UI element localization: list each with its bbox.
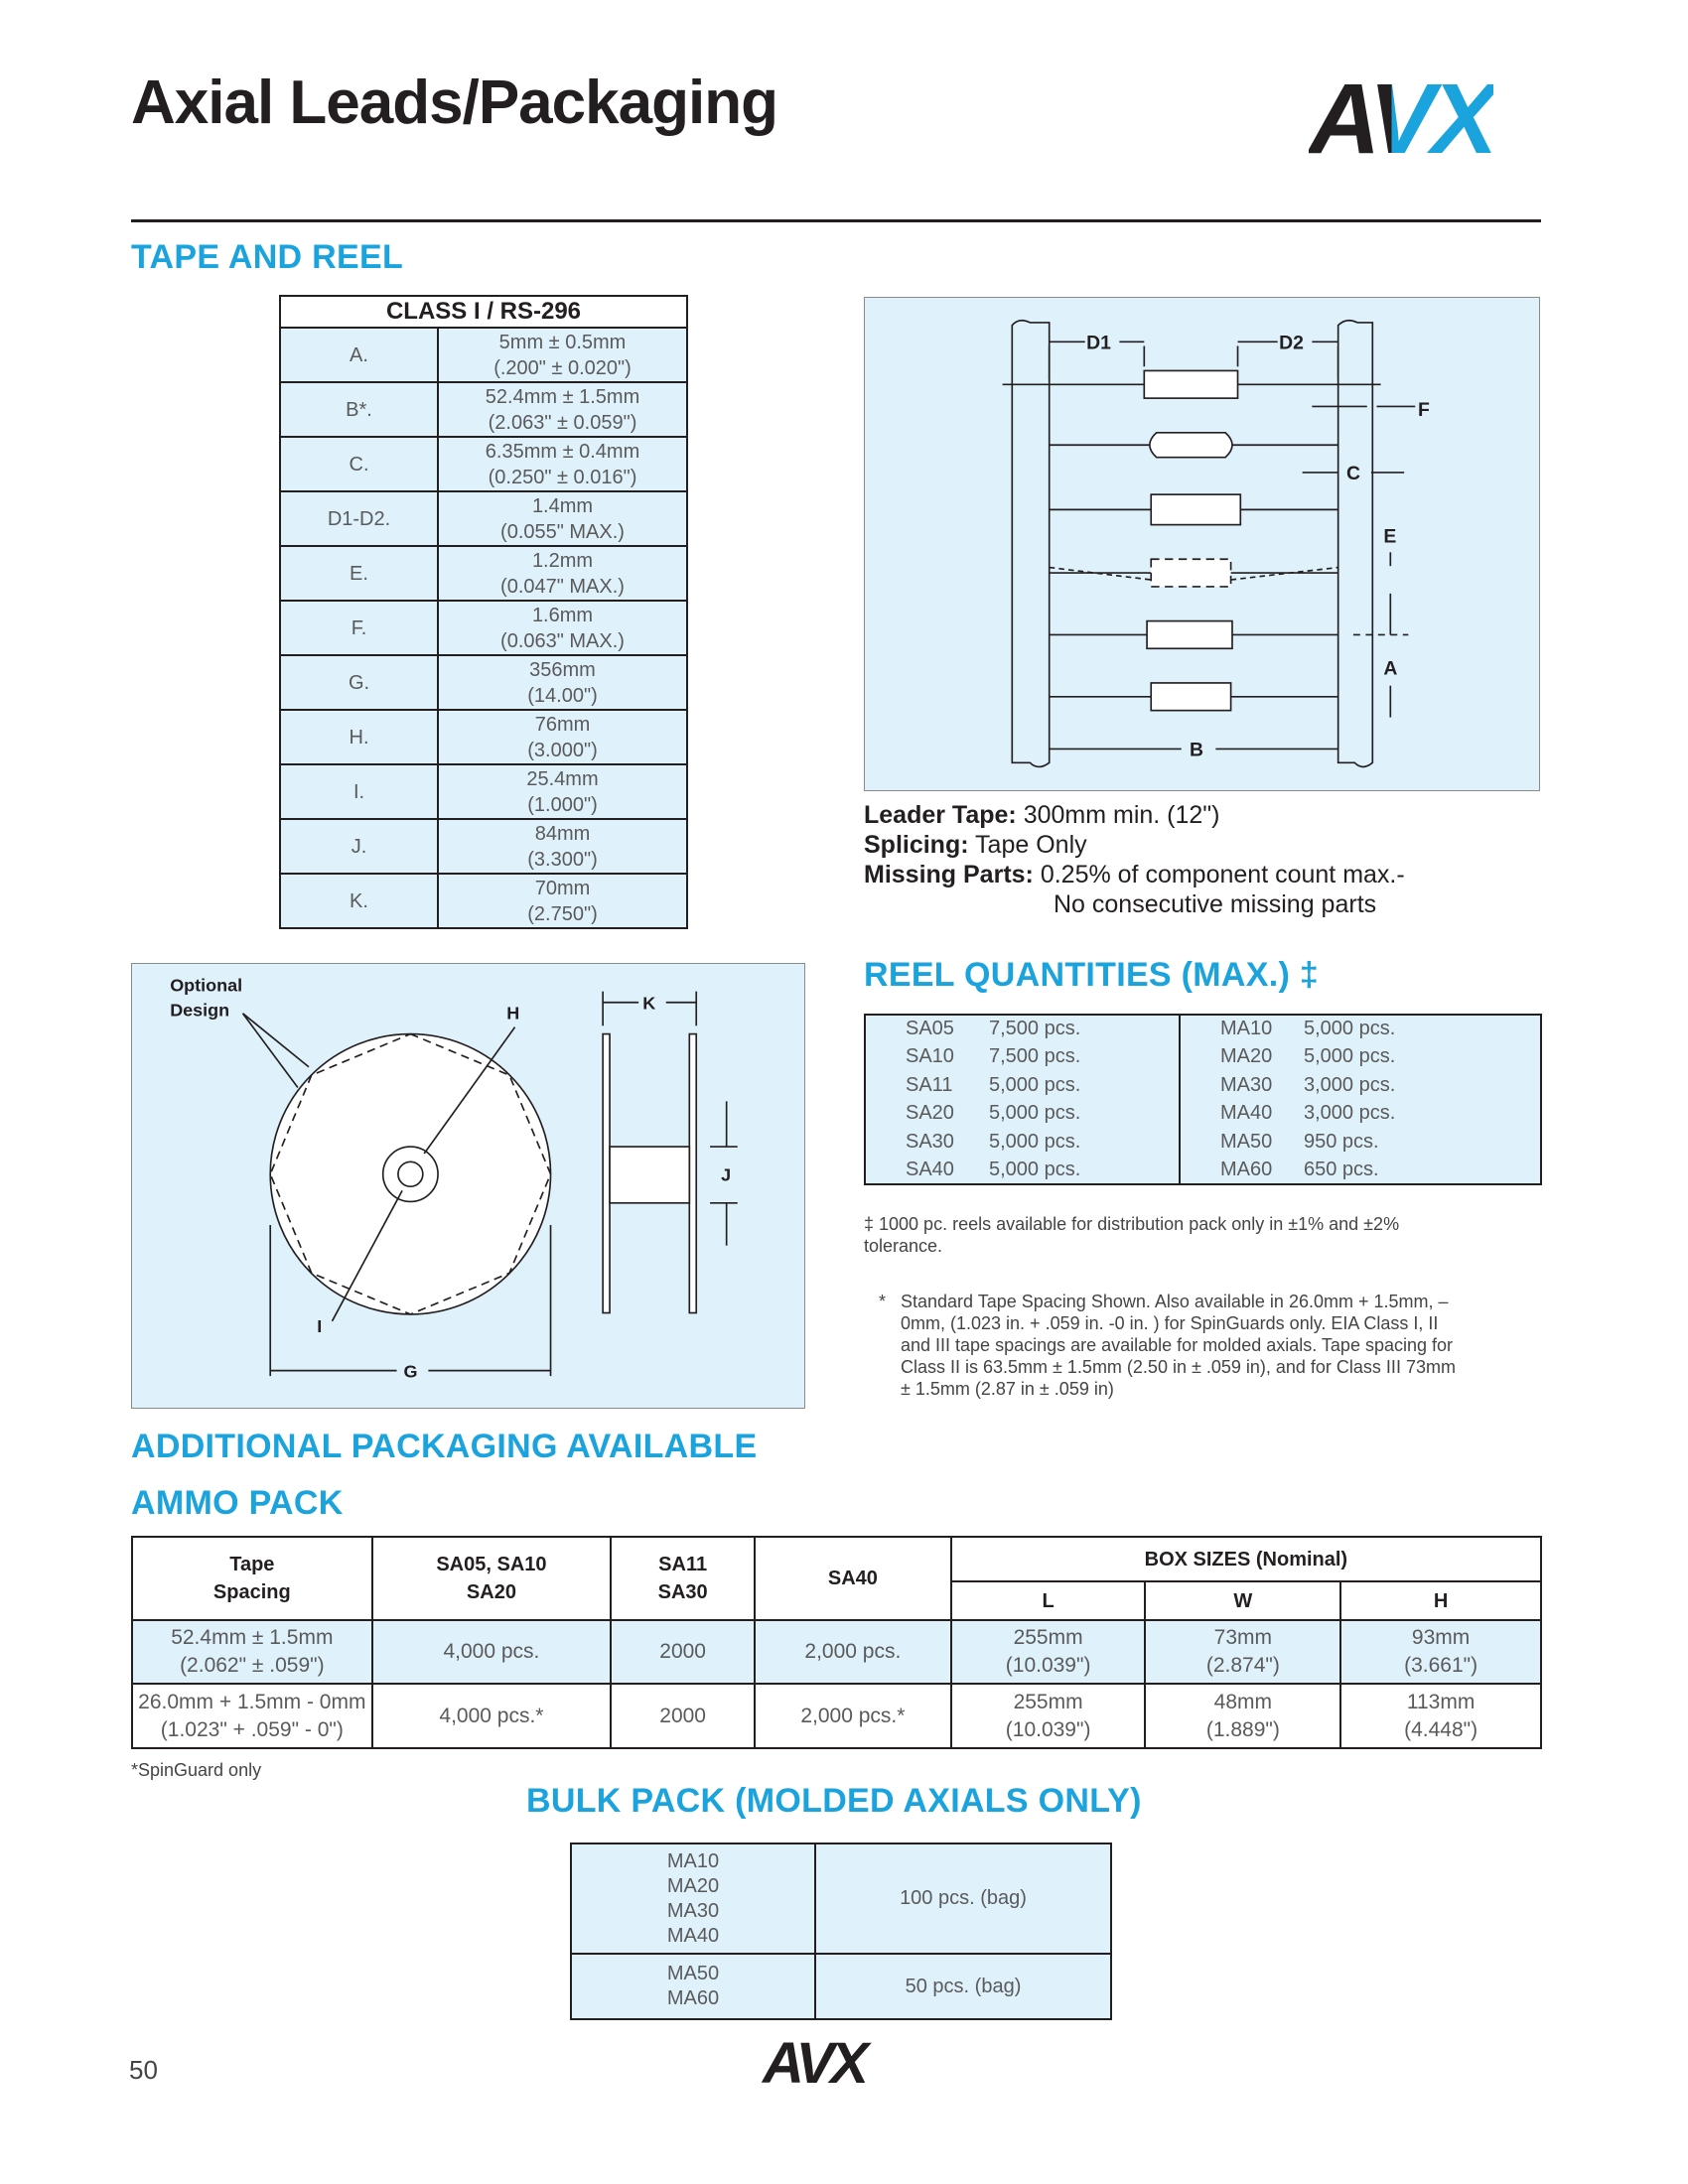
reel-qty-row [865,1043,1541,1072]
part-number: MA60 [1180,1157,1304,1185]
label-f: F [1418,399,1430,422]
part-number: SA20 [906,1102,954,1125]
value-imperial: (1.000") [527,793,598,816]
page-number: 50 [129,2055,158,2085]
page-title: Axial Leads/Packaging [131,68,777,137]
label-c: C [1345,462,1360,484]
box-l-cell [951,1620,1146,1684]
value-metric: 70mm [534,877,591,899]
class-table-row [280,437,687,491]
label-a: A [1383,657,1398,680]
part-number: MA10 [666,1849,720,1872]
tape-note-label: Splicing: [864,831,969,859]
box-l-cell-line: (10.039") [1005,1654,1091,1677]
tape-note-label: Missing Parts: [864,861,1034,888]
tape-note-value: 0.25% of component count max.- [1033,861,1405,888]
dimension-value [438,491,687,546]
dimension-key: B*. [280,382,438,437]
label-b: B [1190,739,1204,761]
part-number: MA20 [1180,1043,1304,1072]
value-metric: 1.6mm [531,604,594,626]
dimension-value [438,764,687,819]
dimension-key: C. [280,437,438,491]
box-l-cell-line: (10.039") [1005,1717,1091,1741]
quantity: 5,000 pcs. [989,1073,1081,1096]
reel-quantities-table [864,1014,1542,1185]
dimension-value [438,382,687,437]
quantity: 5,000 pcs. [989,1130,1081,1153]
reel-qty-row [865,1100,1541,1129]
box-l-cell-line: 255mm [1013,1690,1083,1713]
part-number: MA20 [666,1874,720,1897]
dimension-value [438,601,687,655]
bulk-qty: 100 pcs. (bag) [815,1843,1111,1954]
box-h-cell-line: 93mm [1411,1626,1471,1649]
header-text: Spacing [212,1581,291,1603]
part-number: SA11 [906,1073,953,1096]
value-imperial: (2.063" ± 0.059") [488,411,637,434]
class-table-title: CLASS I / RS-296 [280,296,687,328]
box-h-cell [1340,1620,1541,1684]
class-table-row [280,601,687,655]
part-number: SA30 [906,1130,954,1153]
dimension-value [438,437,687,491]
dimension-key: I. [280,764,438,819]
value-imperial: (14.00") [527,684,598,707]
dimension-key: E. [280,546,438,601]
part-number: MA60 [666,1987,720,2009]
part-number: SA10 [906,1045,954,1068]
quantity: 950 pcs. [1304,1130,1379,1153]
header-text: SA11 [658,1554,708,1575]
bulk-pack-heading: BULK PACK (MOLDED AXIALS ONLY) [526,1782,1142,1820]
dimension-key: H. [280,710,438,764]
header-rule [131,219,1541,222]
dimension-value [438,546,687,601]
label-design: Design [170,1000,230,1021]
tape-note-cont: No consecutive missing parts [1054,890,1377,918]
box-w-cell-line: 48mm [1213,1690,1273,1713]
bulk-row [571,1954,1111,2019]
part-number: MA30 [1180,1071,1304,1100]
box-w-cell [1145,1620,1340,1684]
part-number: MA10 [1180,1015,1304,1043]
box-h-cell-line: (4.448") [1404,1717,1478,1741]
tape-notes [864,800,1405,919]
box-w-cell-line: 73mm [1213,1626,1273,1649]
part-number: MA30 [666,1899,720,1922]
dimension-key: G. [280,655,438,710]
header-text: SA05, SA10 [436,1554,547,1575]
box-w-cell-line: (2.874") [1205,1654,1280,1677]
dimension-key: D1-D2. [280,491,438,546]
value-metric: 1.2mm [531,549,594,572]
value-imperial: (3.000") [527,739,598,761]
dimension-key: A. [280,328,438,382]
label-e: E [1383,525,1397,548]
quantity: 7,500 pcs. [989,1045,1081,1068]
reel-qty-row [865,1015,1541,1043]
box-h-cell [1340,1684,1541,1748]
dimension-key: F. [280,601,438,655]
value-imperial: (2.750") [527,902,598,925]
label-d2: D2 [1279,332,1304,354]
part-number: MA50 [1180,1128,1304,1157]
header-box-sizes: BOX SIZES (Nominal) [951,1537,1541,1581]
header-text: SA30 [657,1581,708,1603]
reel-qty-row [865,1157,1541,1185]
additional-packaging-heading: ADDITIONAL PACKAGING AVAILABLE [131,1428,758,1465]
class-table-row [280,382,687,437]
label-i: I [317,1315,323,1336]
reel-footnote: ‡ 1000 pc. reels available for distribution pack only in ±1% and ±2% tolerance. [864,1214,1400,1256]
label-g: G [403,1361,418,1382]
header-l: L [951,1581,1146,1620]
value-metric: 1.4mm [531,494,594,517]
tape-note-value: Tape Only [968,831,1087,859]
quantity-cell: 2000 [611,1620,755,1684]
part-number: SA05 [906,1018,954,1040]
value-imperial: (0.250" ± 0.016") [488,466,637,488]
dimension-key: J. [280,819,438,874]
part-number: SA40 [906,1158,954,1180]
quantity: 5,000 pcs. [989,1158,1081,1180]
class-table-row [280,710,687,764]
value-metric: 52.4mm ± 1.5mm [485,385,640,408]
header-h: H [1340,1581,1541,1620]
spinguard-footnote: *SpinGuard only [131,1760,262,1780]
reel-qty-row [865,1128,1541,1157]
dimension-value [438,819,687,874]
quantity: 3,000 pcs. [1304,1073,1396,1096]
value-metric: 76mm [534,713,591,736]
tape-note-label: Leader Tape: [864,801,1017,829]
logo-text: AVX [1309,64,1494,175]
value-imperial: (0.047" MAX.) [500,575,625,598]
tape-spacing-cell-line: 26.0mm + 1.5mm - 0mm [138,1690,366,1713]
value-metric: 84mm [534,822,591,845]
quantity: 5,000 pcs. [1304,1018,1396,1040]
tape-and-reel-heading: TAPE AND REEL [131,238,404,276]
tape-spacing-cell [132,1684,372,1748]
dimension-value [438,655,687,710]
class-table-row [280,874,687,928]
value-imperial: (0.063" MAX.) [500,629,625,652]
header-sa40: SA40 [755,1537,951,1620]
class-table-row [280,491,687,546]
reel-quantities-heading: REEL QUANTITIES (MAX.) ‡ [864,956,1320,994]
reel-diagram [131,963,805,1409]
bulk-row [571,1843,1111,1954]
label-k: K [642,993,656,1014]
box-w-cell [1145,1684,1340,1748]
tape-spacing-cell-line: (2.062" ± .059") [180,1654,325,1677]
ammo-pack-heading: AMMO PACK [131,1484,344,1522]
value-imperial: (3.300") [527,848,598,871]
value-imperial: (0.055" MAX.) [500,520,625,543]
label-h: H [506,1003,520,1024]
tape-note [864,860,1405,889]
tape-spacing-cell-line: 52.4mm ± 1.5mm [171,1626,334,1649]
class-table-row [280,764,687,819]
quantity-cell: 2,000 pcs. [755,1620,951,1684]
bulk-parts [571,1843,815,1954]
part-number: MA40 [1180,1100,1304,1129]
bulk-parts [571,1954,815,2019]
box-w-cell-line: (1.889") [1205,1717,1280,1741]
tape-note-value: 300mm min. (12") [1016,801,1220,829]
tape-note [864,800,1405,830]
bulk-qty: 50 pcs. (bag) [815,1954,1111,2019]
label-d1: D1 [1086,332,1111,354]
header-sa11 [611,1537,755,1620]
quantity-cell: 2,000 pcs.* [755,1684,951,1748]
box-h-cell-line: (3.661") [1404,1654,1478,1677]
tape-diagram [864,297,1540,791]
tape-note [864,830,1405,860]
quantity: 5,000 pcs. [989,1102,1081,1125]
value-metric: 25.4mm [526,767,599,790]
avx-logo [1309,64,1494,175]
ammo-row [132,1620,1541,1684]
value-imperial: (.200" ± 0.020") [493,356,632,379]
quantity-cell: 2000 [611,1684,755,1748]
ammo-row [132,1684,1541,1748]
dimension-key: K. [280,874,438,928]
header-text: Tape [229,1554,275,1575]
footnote-mark: * [879,1292,887,1311]
label-optional: Optional [170,975,243,996]
class-table-row [280,819,687,874]
quantity: 7,500 pcs. [989,1018,1081,1040]
dimension-value [438,710,687,764]
tape-spacing-cell-line: (1.023" + .059" - 0") [160,1717,344,1741]
dimension-value [438,874,687,928]
ammo-pack-table [131,1536,1542,1749]
value-metric: 6.35mm ± 0.4mm [485,440,640,463]
label-j: J [721,1164,732,1185]
header-sa05 [372,1537,612,1620]
header-text: SA20 [466,1581,516,1603]
quantity: 3,000 pcs. [1304,1102,1396,1125]
tape-spacing-cell [132,1620,372,1684]
quantity: 650 pcs. [1304,1158,1379,1180]
footer-logo: AVX [763,2031,865,2096]
value-metric: 356mm [529,658,596,681]
class-table [279,295,688,929]
quantity-cell: 4,000 pcs.* [372,1684,612,1748]
value-metric: 5mm ± 0.5mm [498,331,627,353]
box-l-cell-line: 255mm [1013,1626,1083,1649]
class-table-row [280,655,687,710]
box-l-cell [951,1684,1146,1748]
part-number: MA50 [666,1963,720,1984]
reel-qty-row [865,1071,1541,1100]
bulk-pack-table [570,1843,1112,2020]
header-w: W [1145,1581,1340,1620]
dimension-value [438,328,687,382]
header-tape-spacing [132,1537,372,1620]
quantity: 5,000 pcs. [1304,1045,1396,1068]
part-number: MA40 [666,1924,720,1947]
tape-spacing-footnote: Standard Tape Spacing Shown. Also available in 26.0mm + 1.5mm, – 0mm, (1.023 in. + .059 in. -0 in. ) for SpinGuards only. EIA Class I, II and III tape spacings are available for molded axials. Tape spacing for Class II is 63.5mm ± 1.5mm (2.50 in ± .059 in), and for Class III 73mm ± 1.5mm (2.87 in ± .059 in) [901,1292,1456,1399]
quantity-cell: 4,000 pcs. [372,1620,612,1684]
box-h-cell-line: 113mm [1406,1690,1476,1713]
class-table-row [280,328,687,382]
class-table-row [280,546,687,601]
